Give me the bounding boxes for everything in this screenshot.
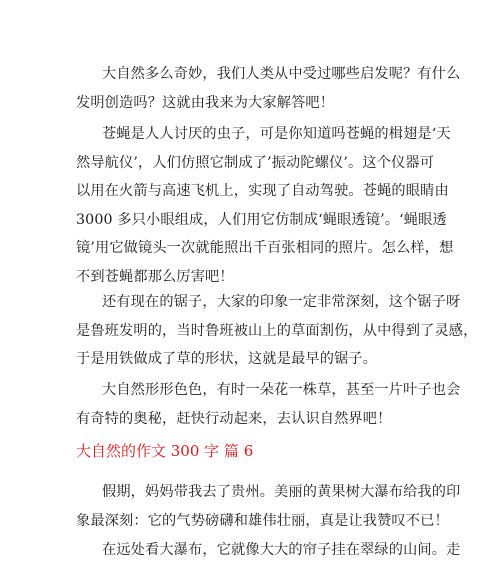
paragraph-waterfall [76, 536, 461, 565]
text-line: 象最深刻：它的气势磅礴和雄伟壮丽，真是让我赞叹不已！ [76, 512, 449, 529]
paragraph-fly [76, 120, 454, 291]
text-line: 于是用铁做成了草的形状，这就是最早的锯子。 [76, 351, 378, 367]
text-line: 还有现在的锯子，大家的印象一定非常深刻，这个锯子呀 [102, 294, 461, 310]
text-line: 发明创造吗？这就由我来为大家解答吧！ [76, 94, 335, 111]
text-line: 大自然形形色色，有时一朵花一株草，甚至一片叶子也会 [102, 382, 461, 398]
text-line: 3000 多只小眼组成，人们用它仿制成‘蝇眼透镜’。‘蝇眼透 [76, 211, 447, 228]
text-line: 大自然多么奇妙，我们人类从中受过哪些启发呢？有什么 [102, 66, 461, 82]
paragraph-intro [76, 60, 461, 117]
text-line: 有奇特的奥秘，赶快行动起来，去认识自然界吧！ [76, 410, 392, 427]
text-line: 以用在火箭与高速飞机上，实现了自动驾驶。苍蝇的眼睛由 [76, 183, 449, 199]
text-line: 不到苍蝇都那么厉害吧！ [76, 268, 234, 285]
text-line: 在远处看大瀑布，它就像大大的帘子挂在翠绿的山间。走 [102, 542, 461, 558]
text-line: 然导航仪’，人们仿照它制成了’振动陀螺仪’。这个仪器可 [76, 154, 435, 171]
section-heading: 大自然的作文 300 字 篇 6 [76, 442, 254, 460]
text-line: 假期，妈妈带我去了贵州。美丽的黄果树大瀑布给我的印 [102, 484, 461, 500]
text-line: 是鲁班发明的，当时鲁班被山上的草面割伤，从中得到了灵感， [76, 322, 478, 339]
text-line: 苍蝇是人人讨厌的虫子，可是你知道吗苍蝇的楫翅是‘天 [102, 126, 451, 142]
text-line: 镜’用它做镜头一次就能照出千百张相同的照片。怎么样，想 [76, 240, 454, 256]
paragraph-holiday [76, 478, 461, 535]
paragraph-nature [76, 376, 461, 433]
paragraph-saw [76, 288, 478, 374]
